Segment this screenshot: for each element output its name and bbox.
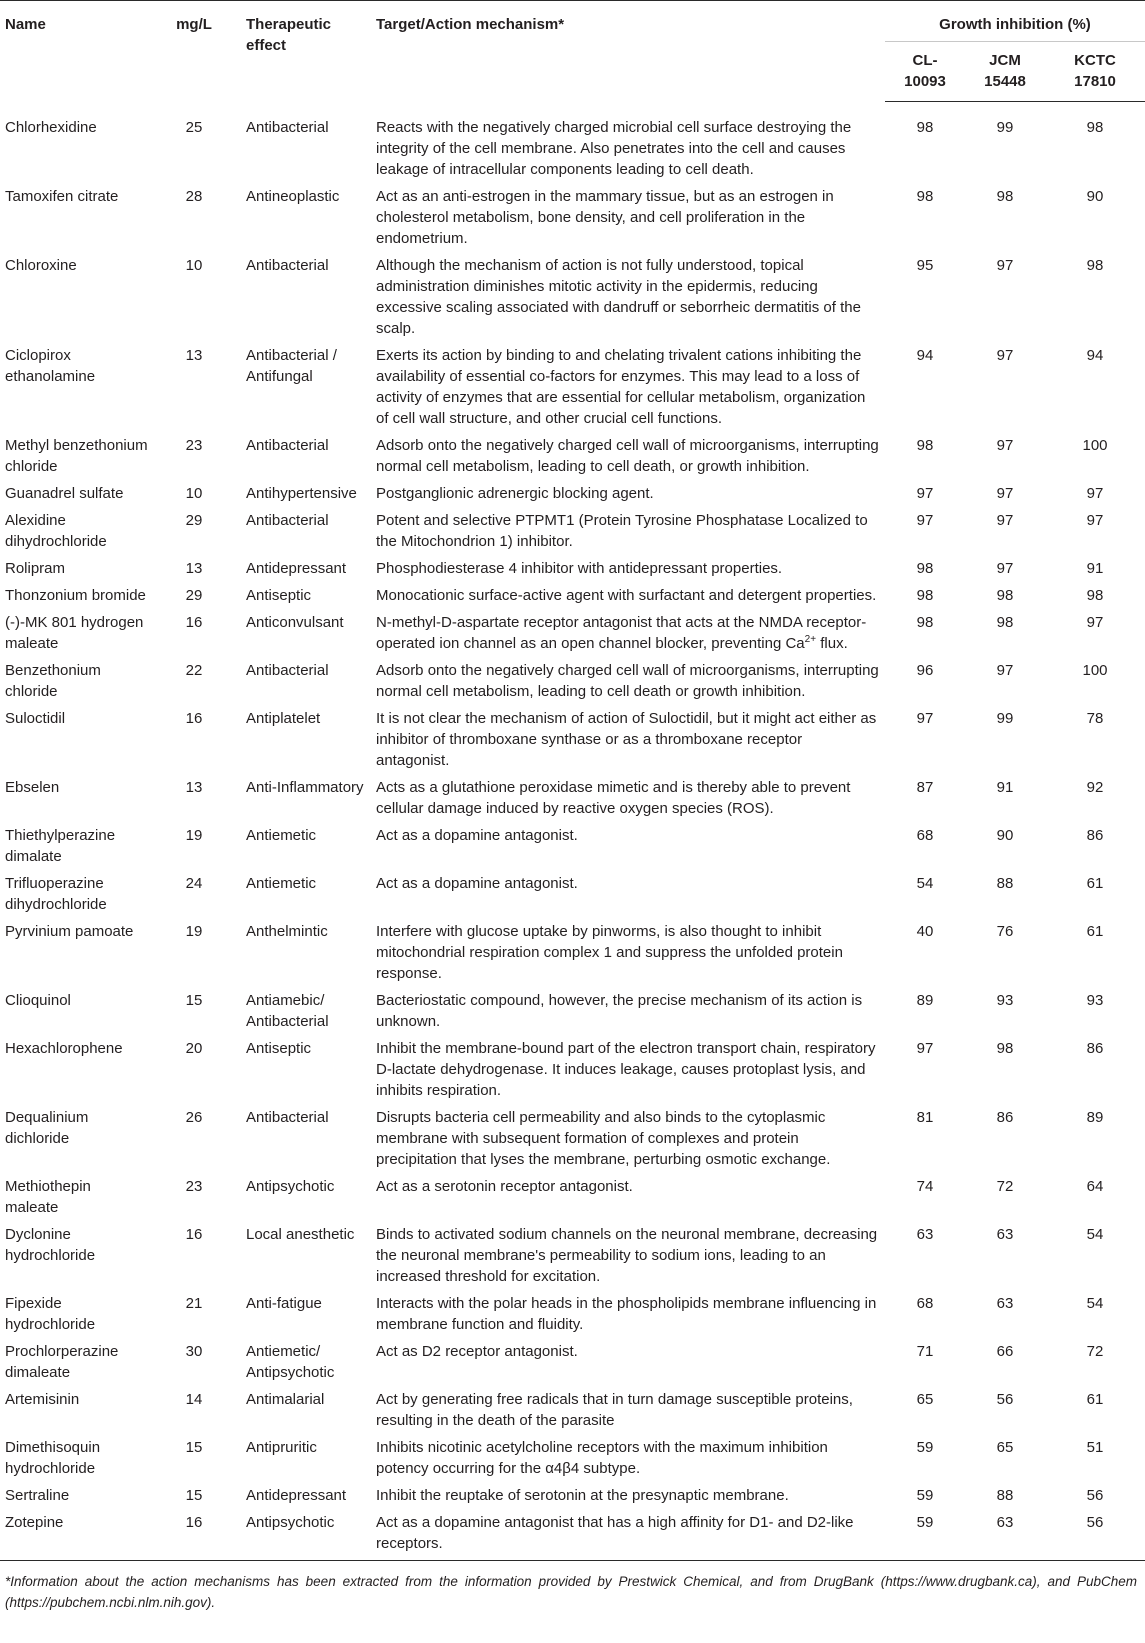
cell-effect: Antiseptic	[246, 1039, 312, 1057]
table-row	[0, 252, 1145, 342]
cell-jcm-15448: 98	[996, 1039, 1014, 1057]
table-row	[0, 657, 1145, 705]
cell-jcm-15448: 65	[996, 1438, 1014, 1456]
cell-mechanism: It is not clear the mechanism of action of Suloctidil, but it might act either as inhibitor of thromboxane synthase or as a thromboxane receptor antagonist.	[376, 709, 877, 769]
table-row	[0, 102, 1145, 183]
cell-mechanism: Adsorb onto the negatively charged cell wall of microorganisms, interrupting normal cell metabolism, leading to cell death or growth inhibition.	[376, 661, 879, 700]
cell-kctc-17810: 78	[1086, 709, 1104, 727]
cell-cl-10093: 87	[916, 778, 934, 796]
cell-mechanism: Act as a dopamine antagonist.	[376, 826, 578, 844]
cell-jcm-15448: 99	[996, 709, 1014, 727]
cell-jcm-15448: 97	[996, 661, 1014, 679]
cell-cl-10093: 98	[916, 436, 934, 454]
cell-mechanism: Postganglionic adrenergic blocking agent.	[376, 484, 654, 502]
cell-name: Artemisinin	[5, 1390, 80, 1408]
cell-mg: 21	[185, 1294, 203, 1312]
cell-kctc-17810: 56	[1086, 1486, 1104, 1504]
cell-kctc-17810: 98	[1086, 256, 1104, 274]
cell-mg: 29	[185, 511, 203, 529]
table-header	[0, 1, 1145, 102]
cell-mg: 22	[185, 661, 203, 679]
cell-effect: Antibacterial	[246, 118, 329, 136]
cell-mechanism: Bacteriostatic compound, however, the precise mechanism of its action is unknown.	[376, 991, 863, 1030]
cell-name: Guanadrel sulfate	[5, 484, 124, 502]
table-row	[0, 774, 1145, 822]
cell-kctc-17810: 54	[1086, 1225, 1104, 1243]
cell-mechanism: Acts as a glutathione peroxidase mimetic and is thereby able to prevent cellular damage induced by reactive oxygen species (ROS).	[376, 778, 851, 817]
cell-kctc-17810: 86	[1086, 1039, 1104, 1057]
table-row	[0, 1509, 1145, 1561]
cell-jcm-15448: 63	[996, 1294, 1014, 1312]
cell-cl-10093: 59	[916, 1513, 934, 1531]
cell-cl-10093: 97	[916, 484, 934, 502]
header-strain-kctc: KCTC 17810	[1045, 42, 1145, 102]
cell-mg: 29	[185, 586, 203, 604]
cell-kctc-17810: 98	[1086, 586, 1104, 604]
cell-mg: 23	[185, 436, 203, 454]
cell-kctc-17810: 93	[1086, 991, 1104, 1009]
cell-mechanism: Act as a dopamine antagonist that has a high affinity for D1- and D2-like receptors.	[376, 1513, 854, 1552]
cell-effect: Antineoplastic	[246, 187, 340, 205]
cell-cl-10093: 97	[916, 1039, 934, 1057]
cell-mg: 10	[185, 256, 203, 274]
cell-cl-10093: 68	[916, 826, 934, 844]
cell-kctc-17810: 61	[1086, 874, 1104, 892]
table-row	[0, 705, 1145, 774]
cell-mg: 16	[185, 1225, 203, 1243]
cell-mechanism: Act as D2 receptor antagonist.	[376, 1342, 578, 1360]
cell-name: Pyrvinium pamoate	[5, 922, 134, 940]
cell-name: Thonzonium bromide	[5, 586, 146, 604]
mechanism-tail: flux.	[816, 634, 848, 652]
cell-mechanism: Phosphodiesterase 4 inhibitor with antidepressant properties.	[376, 559, 783, 577]
cell-kctc-17810: 64	[1086, 1177, 1104, 1195]
cell-name: Dimethisoquin hydrochloride	[5, 1438, 101, 1477]
cell-mechanism: Potent and selective PTPMT1 (Protein Tyrosine Phosphatase Localized to the Mitochondrion 1) inhibitor.	[376, 511, 868, 550]
cell-jcm-15448: 88	[996, 1486, 1014, 1504]
table-row	[0, 987, 1145, 1035]
table-row	[0, 342, 1145, 432]
cell-mechanism: Act as a dopamine antagonist.	[376, 874, 578, 892]
cell-kctc-17810: 100	[1082, 661, 1108, 679]
cell-kctc-17810: 94	[1086, 346, 1104, 364]
cell-mechanism: Interacts with the polar heads in the phospholipids membrane influencing in membrane function and fluidity.	[376, 1294, 877, 1333]
cell-cl-10093: 98	[916, 586, 934, 604]
cell-mechanism: Inhibit the reuptake of serotonin at the presynaptic membrane.	[376, 1486, 789, 1504]
table-row	[0, 822, 1145, 870]
cell-kctc-17810: 86	[1086, 826, 1104, 844]
cell-mechanism: Inhibit the membrane-bound part of the electron transport chain, respiratory D-lactate dehydrogenase. It induces leakage, causes protoplast lysis, and inhibits respiration.	[376, 1039, 876, 1099]
cell-effect: Antihypertensive	[246, 484, 357, 502]
cell-name: Dequalinium dichloride	[5, 1108, 89, 1147]
cell-mechanism: Inhibits nicotinic acetylcholine receptors with the maximum inhibition potency occurring for the α4β4 subtype.	[376, 1438, 828, 1477]
cell-effect: Antiseptic	[246, 586, 312, 604]
cell-cl-10093: 74	[916, 1177, 934, 1195]
cell-name: Thiethylperazine dimalate	[5, 826, 116, 865]
table-row	[0, 609, 1145, 657]
table-row	[0, 1104, 1145, 1173]
cell-cl-10093: 97	[916, 709, 934, 727]
cell-mg: 15	[185, 1486, 203, 1504]
cell-jcm-15448: 97	[996, 346, 1014, 364]
cell-mechanism: Adsorb onto the negatively charged cell wall of microorganisms, interrupting normal cell metabolism, leading to cell death, or growth inhibition.	[376, 436, 879, 475]
header-growth-inhibition: Growth inhibition (%)	[885, 1, 1145, 42]
table-row	[0, 870, 1145, 918]
cell-jcm-15448: 88	[996, 874, 1014, 892]
cell-effect: Antiemetic	[246, 826, 317, 844]
cell-mg: 13	[185, 778, 203, 796]
cell-name: Sertraline	[5, 1486, 70, 1504]
cell-kctc-17810: 97	[1086, 484, 1104, 502]
cell-cl-10093: 65	[916, 1390, 934, 1408]
cell-name: Rolipram	[5, 559, 66, 577]
cell-jcm-15448: 97	[996, 256, 1014, 274]
cell-effect: Anticonvulsant	[246, 613, 344, 631]
cell-mg: 25	[185, 118, 203, 136]
cell-kctc-17810: 92	[1086, 778, 1104, 796]
cell-jcm-15448: 97	[996, 559, 1014, 577]
cell-jcm-15448: 63	[996, 1225, 1014, 1243]
cell-kctc-17810: 56	[1086, 1513, 1104, 1531]
table-body	[0, 102, 1145, 1561]
table-row	[0, 582, 1145, 609]
cell-cl-10093: 94	[916, 346, 934, 364]
cell-mg: 16	[185, 709, 203, 727]
cell-mg: 24	[185, 874, 203, 892]
cell-mg: 30	[185, 1342, 203, 1360]
table-row	[0, 1386, 1145, 1434]
table-row	[0, 1338, 1145, 1386]
cell-effect: Antiemetic	[246, 874, 317, 892]
cell-mg: 16	[185, 613, 203, 631]
cell-jcm-15448: 99	[996, 119, 1014, 136]
cell-jcm-15448: 97	[996, 511, 1014, 529]
cell-name: Clioquinol	[5, 991, 71, 1009]
cell-effect: Antipsychotic	[246, 1513, 335, 1531]
cell-jcm-15448: 98	[996, 187, 1014, 205]
cell-cl-10093: 59	[916, 1438, 934, 1456]
cell-mg: 19	[185, 922, 203, 940]
table-row	[0, 507, 1145, 555]
cell-effect: Antibacterial	[246, 1108, 329, 1126]
cell-name: Suloctidil	[5, 709, 66, 727]
cell-mechanism: Interfere with glucose uptake by pinworms, is also thought to inhibit mitochondrial respiration complex 1 and suppress the unfolded protein response.	[376, 922, 843, 982]
cell-name: Zotepine	[5, 1513, 64, 1531]
header-mechanism: Target/Action mechanism*	[376, 16, 565, 33]
cell-mechanism: Reacts with the negatively charged microbial cell surface destroying the integrity of the cell membrane. Also penetrates into the cell and causes leakage of intracellular components leading to cell death.	[376, 118, 852, 178]
cell-effect: Antipruritic	[246, 1438, 317, 1456]
cell-name: Dyclonine hydrochloride	[5, 1225, 96, 1264]
cell-mechanism: N-methyl-D-aspartate receptor antagonist that acts at the NMDA receptor-operated ion channel as an open channel blocker, preventing $Ca^{2+}$ flux.	[376, 613, 867, 652]
cell-jcm-15448: 91	[996, 778, 1014, 796]
cell-mg: 15	[185, 991, 203, 1009]
cell-name: Ciclopirox ethanolamine	[5, 346, 96, 385]
cell-jcm-15448: 72	[996, 1177, 1014, 1195]
cell-mechanism: Exerts its action by binding to and chelating trivalent cations inhibiting the availability of essential co-factors for enzymes. This may lead to a loss of activity of enzymes that are essential for cellular metabolism, organization of cell wall structure, and other crucial cell functions.	[376, 346, 866, 427]
table-row	[0, 1482, 1145, 1509]
cell-jcm-15448: 98	[996, 613, 1014, 631]
cell-name: Benzethonium chloride	[5, 661, 101, 700]
cell-kctc-17810: 90	[1086, 187, 1104, 205]
cell-effect: Antiemetic/ Antipsychotic	[246, 1342, 335, 1381]
cell-effect: Anti-fatigue	[246, 1294, 322, 1312]
cell-mg: 19	[185, 826, 203, 844]
cell-name: Tamoxifen citrate	[5, 187, 119, 205]
table-row	[0, 183, 1145, 252]
cell-kctc-17810: 91	[1086, 559, 1104, 577]
cell-name: Ebselen	[5, 778, 60, 796]
header-mg: mg/L	[176, 16, 212, 33]
cell-mg: 16	[185, 1513, 203, 1531]
cell-kctc-17810: 61	[1086, 922, 1104, 940]
cell-cl-10093: 97	[916, 511, 934, 529]
cell-effect: Antidepressant	[246, 1486, 347, 1504]
cell-cl-10093: 98	[916, 613, 934, 631]
table-row	[0, 555, 1145, 582]
cell-name: Chloroxine	[5, 256, 77, 274]
cell-effect: Antibacterial	[246, 661, 329, 679]
cell-mg: 10	[185, 484, 203, 502]
cell-effect: Local anesthetic	[246, 1225, 355, 1243]
header-name: Name	[5, 16, 46, 33]
cell-jcm-15448: 76	[996, 922, 1014, 940]
cell-cl-10093: 40	[916, 922, 934, 940]
cell-effect: Anti-Inflammatory	[246, 778, 364, 796]
table-row	[0, 432, 1145, 480]
cell-name: Methyl benzethonium chloride	[5, 436, 148, 475]
cell-mechanism: Act as a serotonin receptor antagonist.	[376, 1177, 633, 1195]
table-row	[0, 1035, 1145, 1104]
cell-cl-10093: 98	[916, 119, 934, 136]
header-strain-jcm: JCM 15448	[965, 42, 1045, 102]
cell-effect: Antiamebic/ Antibacterial	[246, 991, 329, 1030]
cell-mg: 26	[185, 1108, 203, 1126]
cell-cl-10093: 98	[916, 187, 934, 205]
cell-jcm-15448: 63	[996, 1513, 1014, 1531]
cell-cl-10093: 68	[916, 1294, 934, 1312]
table-row	[0, 1173, 1145, 1221]
cell-effect: Antidepressant	[246, 559, 347, 577]
cell-name: Methiothepin maleate	[5, 1177, 91, 1216]
cell-kctc-17810: 97	[1086, 511, 1104, 529]
cell-kctc-17810: 98	[1086, 119, 1104, 136]
table-footnote: *Information about the action mechanisms has been extracted from the information provided by Prestwick Chemical, and from DrugBank (https://www.drugbank.ca), and PubChem (https://pubchem.ncbi.nlm.nih.gov).	[5, 1573, 1137, 1610]
cell-effect: Antimalarial	[246, 1390, 325, 1408]
cell-effect: Antibacterial	[246, 256, 329, 274]
cell-jcm-15448: 56	[996, 1390, 1014, 1408]
cell-mg: 15	[185, 1438, 203, 1456]
cell-name: Prochlorperazine dimaleate	[5, 1342, 119, 1381]
cell-mg: 20	[185, 1039, 203, 1057]
cell-jcm-15448: 86	[996, 1108, 1014, 1126]
cell-kctc-17810: 89	[1086, 1108, 1104, 1126]
cell-name: Trifluoperazine dihydrochloride	[5, 874, 107, 913]
cell-jcm-15448: 66	[996, 1342, 1014, 1360]
cell-mechanism: Monocationic surface-active agent with surfactant and detergent properties.	[376, 586, 877, 604]
cell-jcm-15448: 98	[996, 586, 1014, 604]
cell-effect: Antibacterial	[246, 436, 329, 454]
cell-cl-10093: 54	[916, 874, 934, 892]
cell-cl-10093: 98	[916, 559, 934, 577]
cell-kctc-17810: 100	[1082, 436, 1108, 454]
cell-mg: 28	[185, 187, 203, 205]
cell-kctc-17810: 72	[1086, 1342, 1104, 1360]
cell-mechanism: Act as an anti-estrogen in the mammary tissue, but as an estrogen in cholesterol metabolism, bone density, and cell proliferation in the endometrium.	[376, 187, 834, 247]
cell-name: Hexachlorophene	[5, 1039, 123, 1057]
cell-mechanism: Although the mechanism of action is not fully understood, topical administration diminishes mitotic activity in the epidermis, reducing excessive scaling associated with dandruff or seborrheic dermatitis of the scalp.	[376, 256, 861, 337]
cell-kctc-17810: 61	[1086, 1390, 1104, 1408]
cell-mg: 13	[185, 346, 203, 364]
cell-jcm-15448: 97	[996, 484, 1014, 502]
cell-name: (-)-MK 801 hydrogen maleate	[5, 613, 144, 652]
table-row	[0, 918, 1145, 987]
cell-effect: Antipsychotic	[246, 1177, 335, 1195]
cell-effect: Anthelmintic	[246, 922, 328, 940]
table-row	[0, 1434, 1145, 1482]
cell-kctc-17810: 97	[1086, 613, 1104, 631]
header-effect: Therapeutic effect	[246, 16, 332, 54]
cell-mechanism: Binds to activated sodium channels on the neuronal membrane, decreasing the neuronal membrane's permeability to sodium ions, leading to an increased threshold for excitation.	[376, 1225, 878, 1285]
cell-cl-10093: 59	[916, 1486, 934, 1504]
cell-kctc-17810: 51	[1086, 1438, 1104, 1456]
table-row	[0, 480, 1145, 507]
cell-effect: Antibacterial / Antifungal	[246, 346, 337, 385]
cell-cl-10093: 81	[916, 1108, 934, 1126]
cell-name: Alexidine dihydrochloride	[5, 511, 107, 550]
cell-cl-10093: 89	[916, 991, 934, 1009]
cell-mg: 13	[185, 559, 203, 577]
cell-name: Fipexide hydrochloride	[5, 1294, 96, 1333]
cell-mechanism: Disrupts bacteria cell permeability and also binds to the cytoplasmic membrane with subsequent formation of complexes and protein precipitation that lyses the membrane, perturbing osmotic exchange.	[376, 1108, 831, 1168]
cell-kctc-17810: 54	[1086, 1294, 1104, 1312]
cell-name: Chlorhexidine	[5, 118, 97, 136]
cell-cl-10093: 71	[916, 1342, 934, 1360]
superscript-charge: 2+	[804, 633, 817, 645]
cell-mechanism: Act by generating free radicals that in turn damage susceptible proteins, resulting in the death of the parasite	[376, 1390, 853, 1429]
cell-mg: 14	[185, 1390, 203, 1408]
cell-cl-10093: 95	[916, 256, 934, 274]
cell-jcm-15448: 97	[996, 436, 1014, 454]
cell-effect: Antibacterial	[246, 511, 329, 529]
header-strain-cl: CL-10093	[885, 42, 965, 102]
table-row	[0, 1290, 1145, 1338]
cell-jcm-15448: 93	[996, 991, 1014, 1009]
cell-jcm-15448: 90	[996, 826, 1014, 844]
cell-cl-10093: 96	[916, 661, 934, 679]
cell-mg: 23	[185, 1177, 203, 1195]
table-row	[0, 1221, 1145, 1290]
cell-effect: Antiplatelet	[246, 709, 321, 727]
cell-cl-10093: 63	[916, 1225, 934, 1243]
